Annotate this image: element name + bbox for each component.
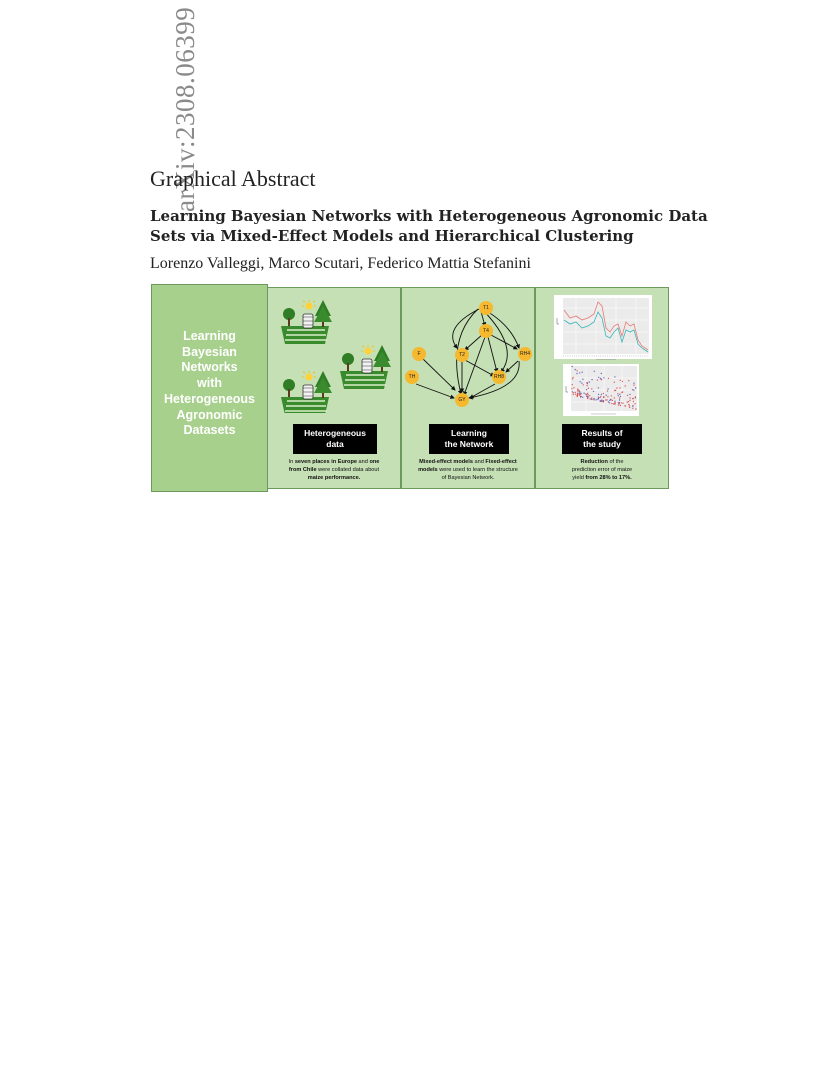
- scatter-point: [629, 397, 630, 398]
- scatter-point: [618, 402, 619, 403]
- scatter-point: [632, 398, 633, 399]
- scatter-point: [610, 399, 611, 400]
- scatter-point: [598, 387, 599, 388]
- scatter-point: [571, 388, 572, 389]
- scatter-point: [635, 396, 636, 397]
- paper-title: [150, 206, 710, 246]
- farm-illustration: [268, 288, 399, 413]
- scatter-point: [633, 401, 634, 402]
- scatter-point: [579, 381, 580, 382]
- scatter-point: [573, 392, 574, 393]
- scatter-point: [598, 397, 599, 398]
- results-caption: Reduction of the prediction error of maize yield from 28% to 17%.: [571, 459, 633, 481]
- scatter-point: [629, 400, 630, 401]
- scatter-point: [629, 394, 630, 395]
- network-node-rh8: RH8: [492, 370, 506, 384]
- scatter-point: [580, 396, 581, 397]
- scatter-point: [577, 393, 578, 394]
- scatter-point: [614, 390, 615, 391]
- network-node-t2: T2: [455, 348, 469, 362]
- label-line: Results of: [581, 428, 623, 438]
- scatter-point: [598, 394, 599, 395]
- scatter-point: [613, 403, 614, 404]
- lead-line: Heterogeneous: [164, 391, 255, 406]
- scatter-point: [628, 404, 629, 405]
- scatter-point: [618, 395, 619, 396]
- scatter-point: [628, 401, 629, 402]
- scatter-point: [633, 384, 634, 385]
- scatter-point: [603, 396, 604, 397]
- data-panel: [267, 287, 401, 489]
- results-label: [562, 424, 642, 454]
- scatter-point: [601, 379, 602, 380]
- scatter-point: [582, 372, 583, 373]
- arxiv-id: arXiv:2308.06399: [170, 6, 200, 212]
- scatter-point: [611, 403, 612, 404]
- scatter-point: [573, 387, 574, 388]
- scatter-point: [628, 380, 629, 381]
- scatter-point: [629, 405, 630, 406]
- scatter-point: [606, 399, 607, 400]
- scatter-point: [612, 400, 613, 401]
- scatter-point: [614, 382, 615, 383]
- scatter-point: [635, 408, 636, 409]
- lead-line: with: [197, 376, 222, 391]
- scatter-point: [587, 396, 588, 397]
- scatter-point: [617, 393, 618, 394]
- data-caption: In seven places in Europe and one from Chile were collated data about maize performance.: [288, 459, 380, 481]
- scatter-point: [632, 408, 633, 409]
- scatter-point: [609, 402, 610, 403]
- scatter-point: [586, 394, 587, 395]
- lead-line: Datasets: [183, 423, 236, 438]
- scatter-point: [627, 395, 628, 396]
- scatter-point: [586, 395, 587, 396]
- scatter-point: [573, 394, 574, 395]
- line-plot-thumbnail: [554, 295, 652, 360]
- scatter-point: [608, 401, 609, 402]
- scatter-point: [603, 400, 604, 401]
- scatter-point: [579, 372, 580, 373]
- network-node-t1: T1: [479, 301, 493, 315]
- scatter-point: [622, 403, 623, 404]
- authors: Lorenzo Valleggi, Marco Scutari, Federico Mattia Stefanini: [150, 255, 531, 272]
- network-caption: Mixed-effect models and Fixed-effect models were used to learn the structure of Bayesian Network.: [418, 459, 518, 481]
- scatter-point: [572, 366, 573, 367]
- scatter-point: [601, 394, 602, 395]
- scatter-point: [593, 391, 594, 392]
- lead-line: Learning: [183, 329, 236, 343]
- scatter-point: [620, 396, 621, 397]
- scatter-point: [624, 405, 625, 406]
- scatter-point: [605, 399, 606, 400]
- network-node-t4: T4: [479, 324, 493, 338]
- scatter-point: [607, 390, 608, 391]
- scatter-plot-thumbnail: [563, 364, 639, 416]
- field-icon: [340, 345, 391, 389]
- scatter-point: [615, 403, 616, 404]
- scatter-point: [635, 387, 636, 388]
- scatter-point: [600, 378, 601, 379]
- scatter-point: [572, 378, 573, 379]
- scatter-point: [577, 395, 578, 396]
- lead-line: Networks: [181, 360, 238, 375]
- scatter-point: [614, 376, 615, 377]
- scatter-point: [572, 377, 573, 378]
- lead-panel-text: [152, 329, 267, 439]
- scatter-point: [600, 400, 601, 401]
- label-line: the study: [583, 439, 621, 449]
- scatter-point: [580, 394, 581, 395]
- lead-line: Bayesian: [182, 344, 237, 359]
- lead-line: Agronomic: [176, 407, 243, 422]
- scatter-point: [625, 385, 626, 386]
- scatter-point: [633, 383, 634, 384]
- scatter-point: [572, 384, 573, 385]
- scatter-point: [607, 388, 608, 389]
- network-node-gy: GY: [455, 393, 469, 407]
- scatter-point: [572, 391, 573, 392]
- scatter-point: [605, 394, 606, 395]
- section-title: Graphical Abstract: [150, 166, 316, 191]
- scatter-point: [619, 399, 620, 400]
- scatter-point: [619, 387, 620, 388]
- scatter-point: [632, 405, 633, 406]
- network-node-rh4: RH4: [518, 347, 532, 361]
- scatter-point: [634, 403, 635, 404]
- label-line: Heterogeneous: [304, 428, 366, 438]
- scatter-point: [609, 400, 610, 401]
- scatter-point: [594, 399, 595, 400]
- scatter-point: [608, 378, 609, 379]
- scatter-point: [601, 399, 602, 400]
- field-icon: [281, 300, 332, 344]
- scatter-point: [577, 391, 578, 392]
- scatter-point: [633, 390, 634, 391]
- results-plots: [536, 288, 667, 418]
- scatter-point: [589, 381, 590, 382]
- scatter-point: [593, 398, 594, 399]
- scatter-point: [611, 395, 612, 396]
- data-label: [293, 424, 377, 454]
- label-line: the Network: [444, 439, 494, 449]
- label-line: data: [326, 439, 344, 449]
- scatter-point: [600, 396, 601, 397]
- scatter-point: [583, 393, 584, 394]
- scatter-point: [598, 398, 599, 399]
- scatter-point: [621, 402, 622, 403]
- scatter-point: [621, 392, 622, 393]
- field-icon: [281, 371, 332, 413]
- network-label: [429, 424, 509, 454]
- network-node-f: F: [412, 347, 426, 361]
- scatter-point: [591, 397, 592, 398]
- scatter-point: [586, 385, 587, 386]
- scatter-point: [614, 401, 615, 402]
- scatter-point: [618, 404, 619, 405]
- scatter-point: [591, 399, 592, 400]
- scatter-point: [587, 383, 588, 384]
- scatter-point: [591, 388, 592, 389]
- network-node-th: TH: [405, 370, 419, 384]
- scatter-point: [587, 394, 588, 395]
- label-line: Learning: [451, 428, 487, 438]
- scatter-point: [591, 379, 592, 380]
- scatter-point: [575, 392, 576, 393]
- scatter-point: [614, 397, 615, 398]
- scatter-point: [596, 399, 597, 400]
- scatter-point: [598, 377, 599, 378]
- paper-title-line1: Learning Bayesian Networks with Heterogeneous Agronomic Data: [150, 207, 708, 225]
- scatter-point: [599, 397, 600, 398]
- network-nodes: [402, 288, 533, 418]
- scatter-point: [583, 384, 584, 385]
- scatter-point: [619, 397, 620, 398]
- scatter-point: [632, 389, 633, 390]
- scatter-point: [586, 389, 587, 390]
- scatter-point: [601, 373, 602, 374]
- scatter-point: [614, 402, 615, 403]
- scatter-point: [581, 383, 582, 384]
- paper-title-line2: Sets via Mixed-Effect Models and Hierarchical Clustering: [150, 227, 634, 245]
- scatter-point: [616, 387, 617, 388]
- scatter-point: [629, 407, 630, 408]
- scatter-point: [603, 393, 604, 394]
- scatter-point: [577, 389, 578, 390]
- scatter-point: [590, 398, 591, 399]
- scatter-point: [576, 373, 577, 374]
- scatter-point: [603, 377, 604, 378]
- scatter-point: [576, 370, 577, 371]
- scatter-point: [620, 405, 621, 406]
- lead-panel: [151, 284, 268, 492]
- scatter-point: [597, 379, 598, 380]
- scatter-point: [575, 394, 576, 395]
- scatter-point: [607, 396, 608, 397]
- scatter-point: [582, 397, 583, 398]
- scatter-point: [588, 388, 589, 389]
- scatter-point: [619, 394, 620, 395]
- scatter-point: [594, 371, 595, 372]
- scatter-point: [627, 401, 628, 402]
- network-panel: [401, 287, 535, 489]
- scatter-point: [582, 379, 583, 380]
- scatter-point: [620, 380, 621, 381]
- scatter-point: [622, 381, 623, 382]
- scatter-point: [575, 369, 576, 370]
- results-panel: [535, 287, 669, 489]
- scatter-point: [589, 395, 590, 396]
